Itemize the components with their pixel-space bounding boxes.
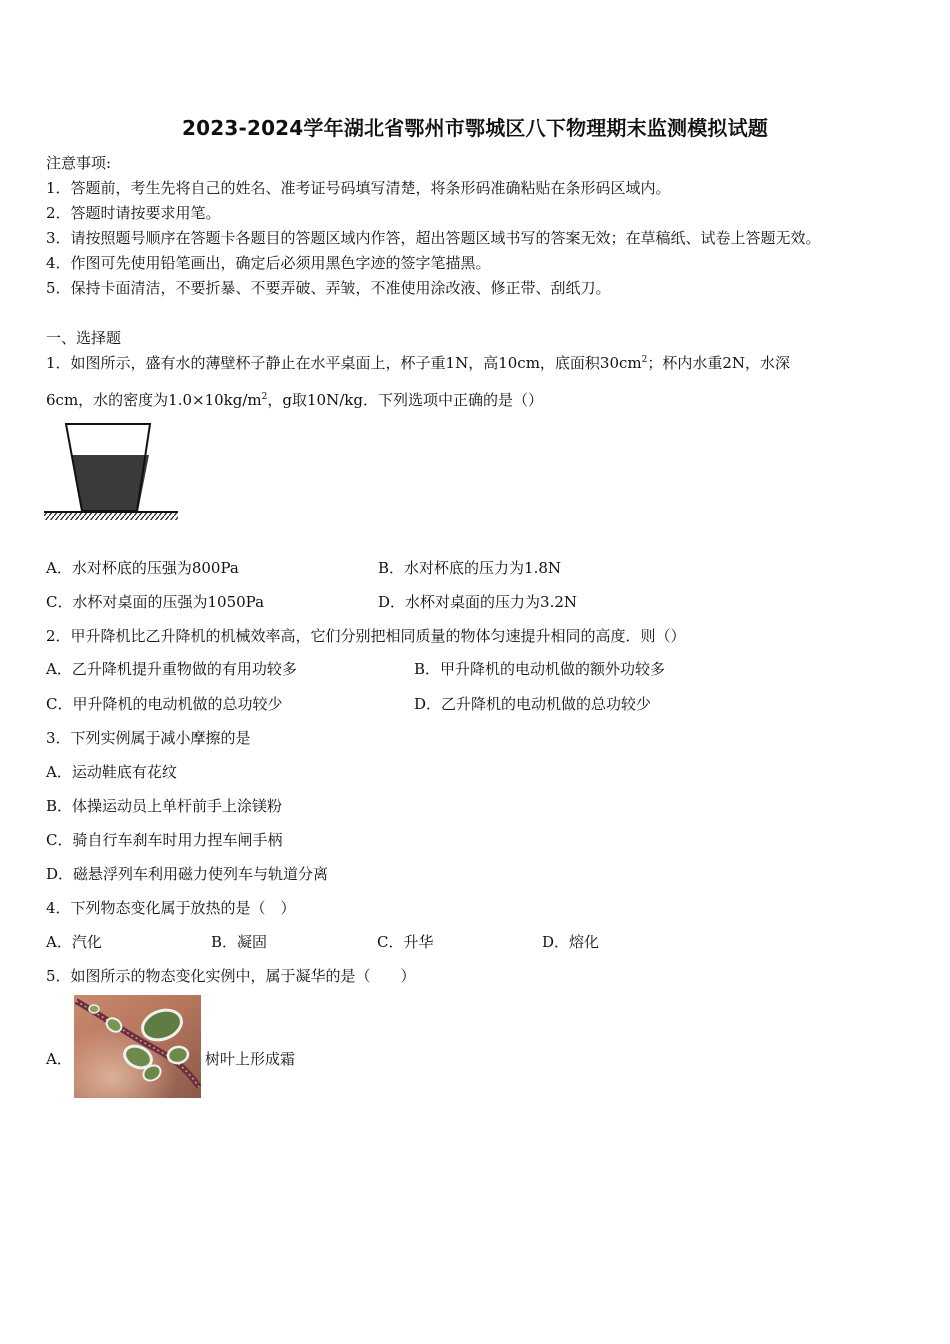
q1-stem-line2-a: 6cm，水的密度为1.0×10kg/m	[46, 391, 262, 409]
q4-stem: 4．下列物态变化属于放热的是（ ）	[46, 899, 296, 917]
q3-option-c: C．骑自行车刹车时用力捏车闸手柄	[46, 831, 283, 849]
notice-item-3: 3．请按照题号顺序在答题卡各题目的答题区域内作答，超出答题区域书写的答案无效；在草稿纸、试卷上答题无效。	[46, 229, 821, 247]
notice-item-1: 1．答题前，考生先将自己的姓名、准考证号码填写清楚，将条形码准确粘贴在条形码区域内。	[46, 179, 671, 197]
q1-stem-line2-b: ，g取10N/kg．下列选项中正确的是（）	[267, 391, 543, 409]
q1-option-c: C．水杯对桌面的压强为1050Pa	[46, 593, 265, 611]
q3-option-d: D．磁悬浮列车利用磁力使列车与轨道分离	[46, 865, 329, 883]
notice-heading: 注意事项:	[46, 154, 112, 172]
q3-option-b: B．体操运动员上单杆前手上涂镁粉	[46, 797, 283, 815]
q2-stem: 2．甲升降机比乙升降机的机械效率高，它们分别把相同质量的物体匀速提升相同的高度．则（）	[46, 627, 686, 645]
q4-option-d: D．熔化	[542, 933, 600, 951]
q4-option-b: B．凝固	[211, 933, 268, 951]
q2-option-a: A．乙升降机提升重物做的有用功较多	[46, 660, 297, 678]
q1-stem-line1	[46, 352, 790, 373]
page-title: 2023-2024学年湖北省鄂州市鄂城区八下物理期末监测模拟试题	[181, 116, 769, 140]
frost-leaf-photo	[74, 995, 201, 1098]
q5-option-a-text: 树叶上形成霜	[205, 1050, 296, 1068]
q1-option-b: B．水对杯底的压力为1.8N	[378, 559, 562, 577]
table-hatching	[44, 513, 178, 520]
q1-option-d: D．水杯对桌面的压力为3.2N	[378, 593, 578, 611]
q1-stem-line2	[46, 389, 543, 410]
q4-option-a: A．汽化	[46, 933, 102, 951]
q1-stem-line1-b: ；杯内水重2N，水深	[647, 354, 791, 372]
notice-item-2: 2．答题时请按要求用笔。	[46, 204, 221, 222]
notice-item-4: 4．作图可先使用铅笔画出，确定后必须用黑色字迹的签字笔描黑。	[46, 254, 491, 272]
cup-figure	[44, 420, 180, 526]
q5-stem: 5．如图所示的物态变化实例中，属于凝华的是（ ）	[46, 967, 416, 985]
q5-option-a-letter: A．	[46, 1050, 72, 1068]
notice-item-5: 5．保持卡面清洁，不要折暴、不要弄破、弄皱，不准使用涂改液、修正带、刮纸刀。	[46, 279, 611, 297]
q3-option-a: A．运动鞋底有花纹	[46, 763, 177, 781]
q1-superscript-2: 2	[261, 392, 268, 402]
q4-option-c: C．升华	[377, 933, 434, 951]
q2-option-d: D．乙升降机的电动机做的总功较少	[414, 695, 652, 713]
q2-option-c: C．甲升降机的电动机做的总功较少	[46, 695, 283, 713]
q1-option-a: A．水对杯底的压强为800Pa	[46, 559, 239, 577]
section-heading: 一、选择题	[46, 329, 122, 347]
q3-stem: 3．下列实例属于减小摩擦的是	[46, 729, 251, 747]
q2-option-b: B．甲升降机的电动机做的额外功较多	[414, 660, 666, 678]
q1-stem-line1-a: 1．如图所示，盛有水的薄壁杯子静止在水平桌面上，杯子重1N，高10cm，底面积30cm	[46, 354, 642, 372]
q1-superscript-1: 2	[641, 355, 648, 365]
